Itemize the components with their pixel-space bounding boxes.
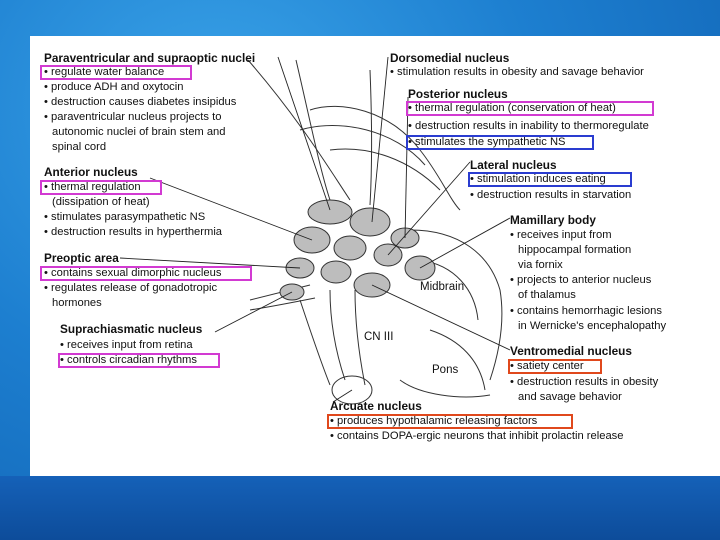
mamillary-line-4: • projects to anterior nucleus [510,274,652,286]
nuclei-blobs [280,200,435,300]
region-cn3: CN III [364,331,394,343]
anterior-title: Anterior nucleus [44,165,138,179]
dorsomedial-line-1: • stimulation results in obesity and savage behavior [390,66,644,78]
dorsomedial-title: Dorsomedial nucleus [390,51,510,65]
paraventricular-title: Paraventricular and supraoptic nuclei [44,51,256,65]
suprachiasmatic-line-2: • controls circadian rhythms [60,354,197,366]
ventromedial-line-1: • satiety center [510,360,584,372]
posterior-title: Posterior nucleus [408,87,508,101]
lateral-title: Lateral nucleus [470,158,557,172]
anterior-line-2: (dissipation of heat) [52,196,150,208]
preoptic-title: Preoptic area [44,251,119,265]
anterior-line-3: • stimulates parasympathetic NS [44,211,206,223]
ventromedial-title: Ventromedial nucleus [510,344,632,358]
region-midbrain: Midbrain [420,281,465,293]
paraventricular-line-3: • destruction causes diabetes insipidus [44,96,237,108]
posterior-line-1: • thermal regulation (conservation of heat) [408,102,616,114]
mamillary-line-7: in Wernicke's encephalopathy [518,320,667,332]
lateral-line-1: • stimulation induces eating [470,173,606,185]
posterior-line-3: • stimulates the sympathetic NS [408,136,566,148]
arcuate-title: Arcuate nucleus [330,399,422,413]
ventromedial-line-3: and savage behavior [518,391,622,403]
preoptic-line-2: • regulates release of gonadotropic [44,282,218,294]
paraventricular-line-5: autonomic nuclei of brain stem and [52,126,226,138]
arcuate-line-1: • produces hypothalamic releasing factors [330,415,538,427]
anterior-line-1: • thermal regulation [44,181,141,193]
region-pons: Pons [432,364,459,376]
mamillary-line-2: hippocampal formation [518,244,632,256]
suprachiasmatic-line-1: • receives input from retina [60,339,193,351]
paraventricular-line-1: • regulate water balance [44,66,165,78]
arcuate-line-2: • contains DOPA-ergic neurons that inhibit prolactin release [330,430,624,442]
mamillary-line-3: via fornix [518,259,563,271]
lateral-line-2: • destruction results in starvation [470,189,632,201]
paraventricular-line-2: • produce ADH and oxytocin [44,81,184,93]
anterior-line-4: • destruction results in hyperthermia [44,226,223,238]
mamillary-title: Mamillary body [510,213,596,227]
mamillary-line-5: of thalamus [518,289,576,301]
mamillary-line-6: • contains hemorrhagic lesions [510,305,662,317]
posterior-line-2: • destruction results in inability to thermoregulate [408,120,649,132]
preoptic-line-3: hormones [52,297,102,309]
ventromedial-line-2: • destruction results in obesity [510,376,659,388]
mamillary-line-1: • receives input from [510,229,612,241]
paraventricular-line-4: • paraventricular nucleus projects to [44,111,222,123]
suprachiasmatic-title: Suprachiasmatic nucleus [60,322,203,336]
paraventricular-line-6: spinal cord [52,141,107,153]
preoptic-line-1: • contains sexual dimorphic nucleus [44,267,222,279]
